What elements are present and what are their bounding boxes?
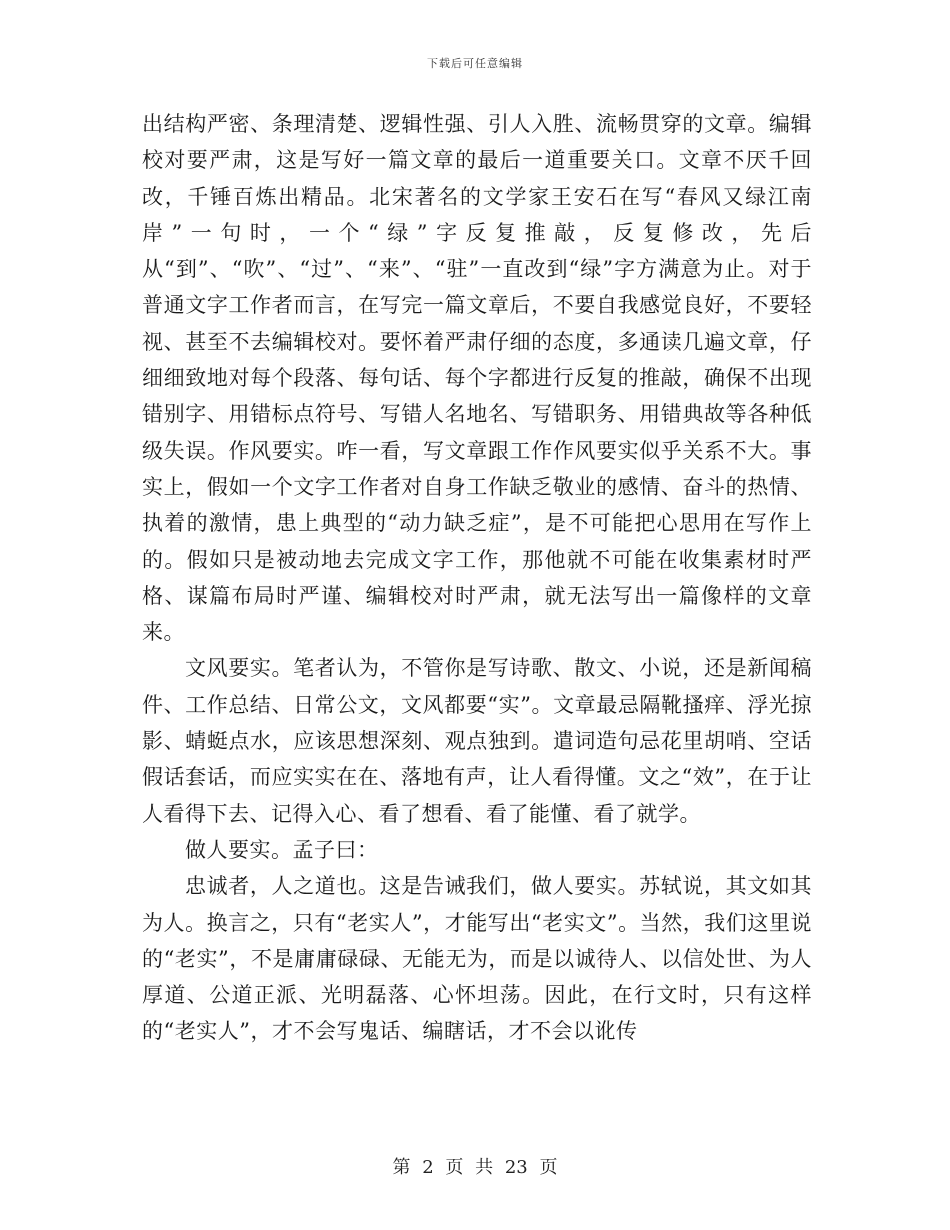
paragraph-1: 出结构严密、条理清楚、逻辑性强、引人入胜、流畅贯穿的文章。编辑校对要严肃，这是写好一篇文章的最后一道重要关口。文章不厌千回改，千锤百炼出精品。北宋著名的文学家王安石在写“春风又绿江南岸”一句时，一个“绿”字反复推敲，反复修改，先后从“到”、“吹”、“过”、“来”、“驻”一直改到“绿”字方满意为止。对于普通文字工作者而言，在写完一篇文章后，不要自我感觉良好，不要轻视、甚至不去编辑校对。要怀着严肃仔细的态度，多通读几遍文章，仔细细致地对每个段落、每句话、每个字都进行反复的推敲，确保不出现错别字、用错标点符号、写错人名地名、写错职务、用错典故等各种低级失误。作风要实。咋一看，写文章跟工作作风要实似乎关系不大。事实上，假如一个文字工作者对自身工作缺乏敬业的感情、奋斗的热情、执着的激情，患上典型的“动力缺乏症”，是不可能把心思用在写作上的。假如只是被动地去完成文字工作，那他就不可能在收集素材时严格、谋篇布局时严谨、编辑校对时严肃，就无法写出一篇像样的文章来。 <box>142 112 812 645</box>
document-body <box>142 106 812 1050</box>
page-header: 下载后可任意编辑 <box>427 57 523 70</box>
paragraph-4: 忠诚者，人之道也。这是告诫我们，做人要实。苏轼说，其文如其为人。换言之，只有“老实人”，才能写出“老实文”。当然，我们这里说的“老实”，不是庸庸碌碌、无能无为，而是以诚待人、以信处世、为人厚道、公道正派、光明磊落、心怀坦荡。因此，在行文时，只有这样的“老实人”，才不会写鬼话、编瞎话，才不会以讹传 <box>142 874 812 1044</box>
paragraph-3: 做人要实。孟子曰： <box>185 837 379 862</box>
paragraph-2: 文风要实。笔者认为，不管你是写诗歌、散文、小说，还是新闻稿件、工作总结、日常公文，文风都要“实”。文章最忌隔靴搔痒、浮光掠影、蜻蜓点水，应该思想深刻、观点独到。遣词造句忌花里胡哨、空话假话套话，而应实实在在、落地有声，让人看得懂。文之“效”，在于让人看得下去、记得入心、看了想看、看了能懂、看了就学。 <box>142 656 812 826</box>
page-footer: 第 2 页 共 23 页 <box>392 1157 558 1178</box>
